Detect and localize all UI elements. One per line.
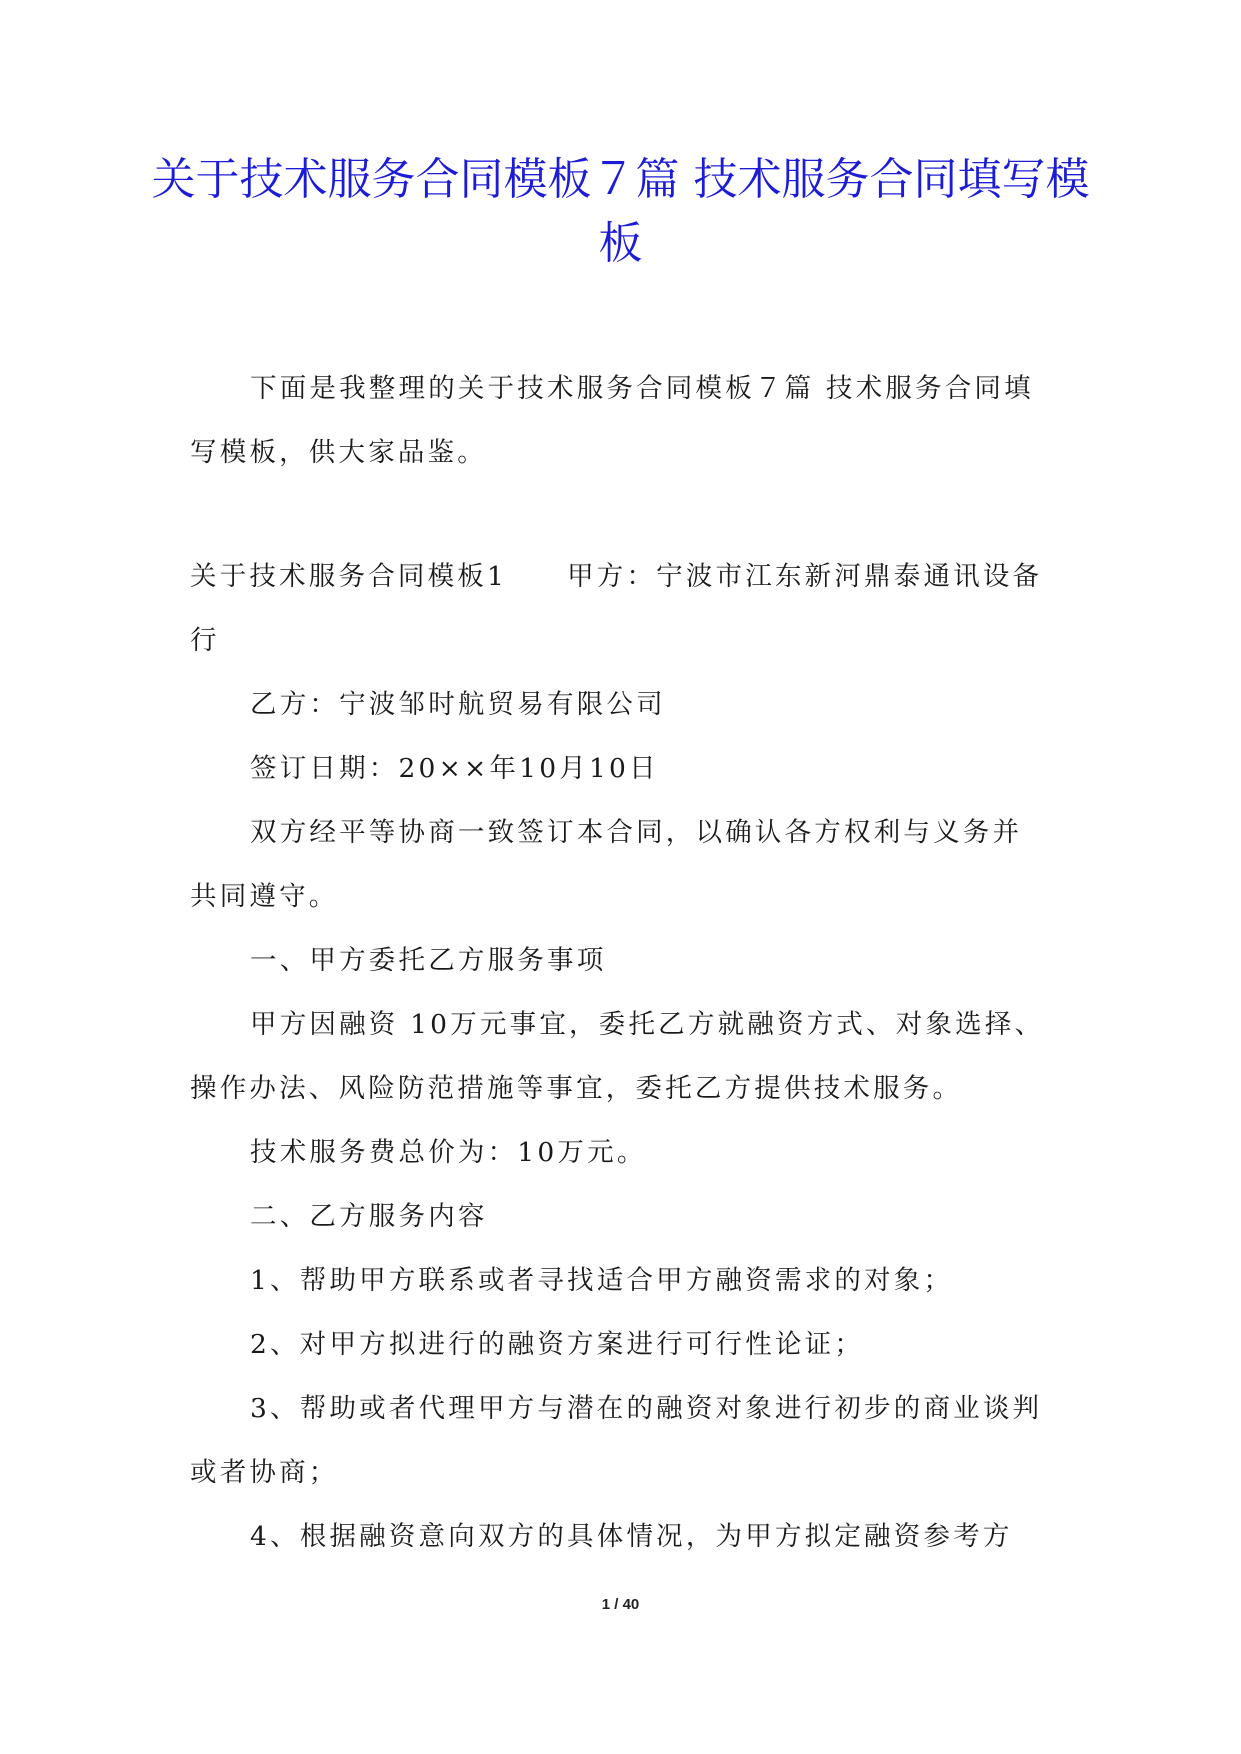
service-item-2: 2、对甲方拟进行的融资方案进行可行性论证； <box>250 1329 865 1360</box>
party-a-line: 甲方：宁波市江东新河鼎泰通讯设备行 <box>190 561 1043 656</box>
section-heading-line <box>190 545 1050 673</box>
page-number: 1 / 40 <box>601 1596 640 1613</box>
clause-heading-2: 二、乙方服务内容 <box>250 1201 488 1232</box>
intro-paragraph: 下面是我整理的关于技术服务合同模板７篇 技术服务合同填写模板，供大家品鉴。 <box>190 373 1034 468</box>
party-b-line: 乙方：宁波邹时航贸易有限公司 <box>250 689 666 720</box>
service-item-1: 1、帮助甲方联系或者寻找适合甲方融资需求的对象； <box>250 1265 954 1296</box>
clause-paragraph: 甲方因融资 10万元事宜，委托乙方就融资方式、对象选择、操作办法、风险防范措施等事宜，委托乙方提供技术服务。 <box>190 1009 1045 1104</box>
document-title: 关于技术服务合同模板７篇 技术服务合同填写模板 <box>151 154 1090 269</box>
contract-content <box>190 545 1050 1569</box>
service-item-4: 4、根据融资意向双方的具体情况，为甲方拟定融资参考方 <box>250 1521 1013 1552</box>
sign-date-line: 签订日期：20××年10月10日 <box>250 753 659 784</box>
agreement-paragraph: 双方经平等协商一致签订本合同，以确认各方权利与义务并共同遵守。 <box>190 817 1023 912</box>
section-heading: 关于技术服务合同模板1 <box>190 561 508 592</box>
service-item-3: 3、帮助或者代理甲方与潜在的融资对象进行初步的商业谈判或者协商； <box>190 1393 1043 1488</box>
clause-heading-1: 一、甲方委托乙方服务事项 <box>250 945 607 976</box>
fee-line: 技术服务费总价为：10万元。 <box>250 1137 647 1168</box>
